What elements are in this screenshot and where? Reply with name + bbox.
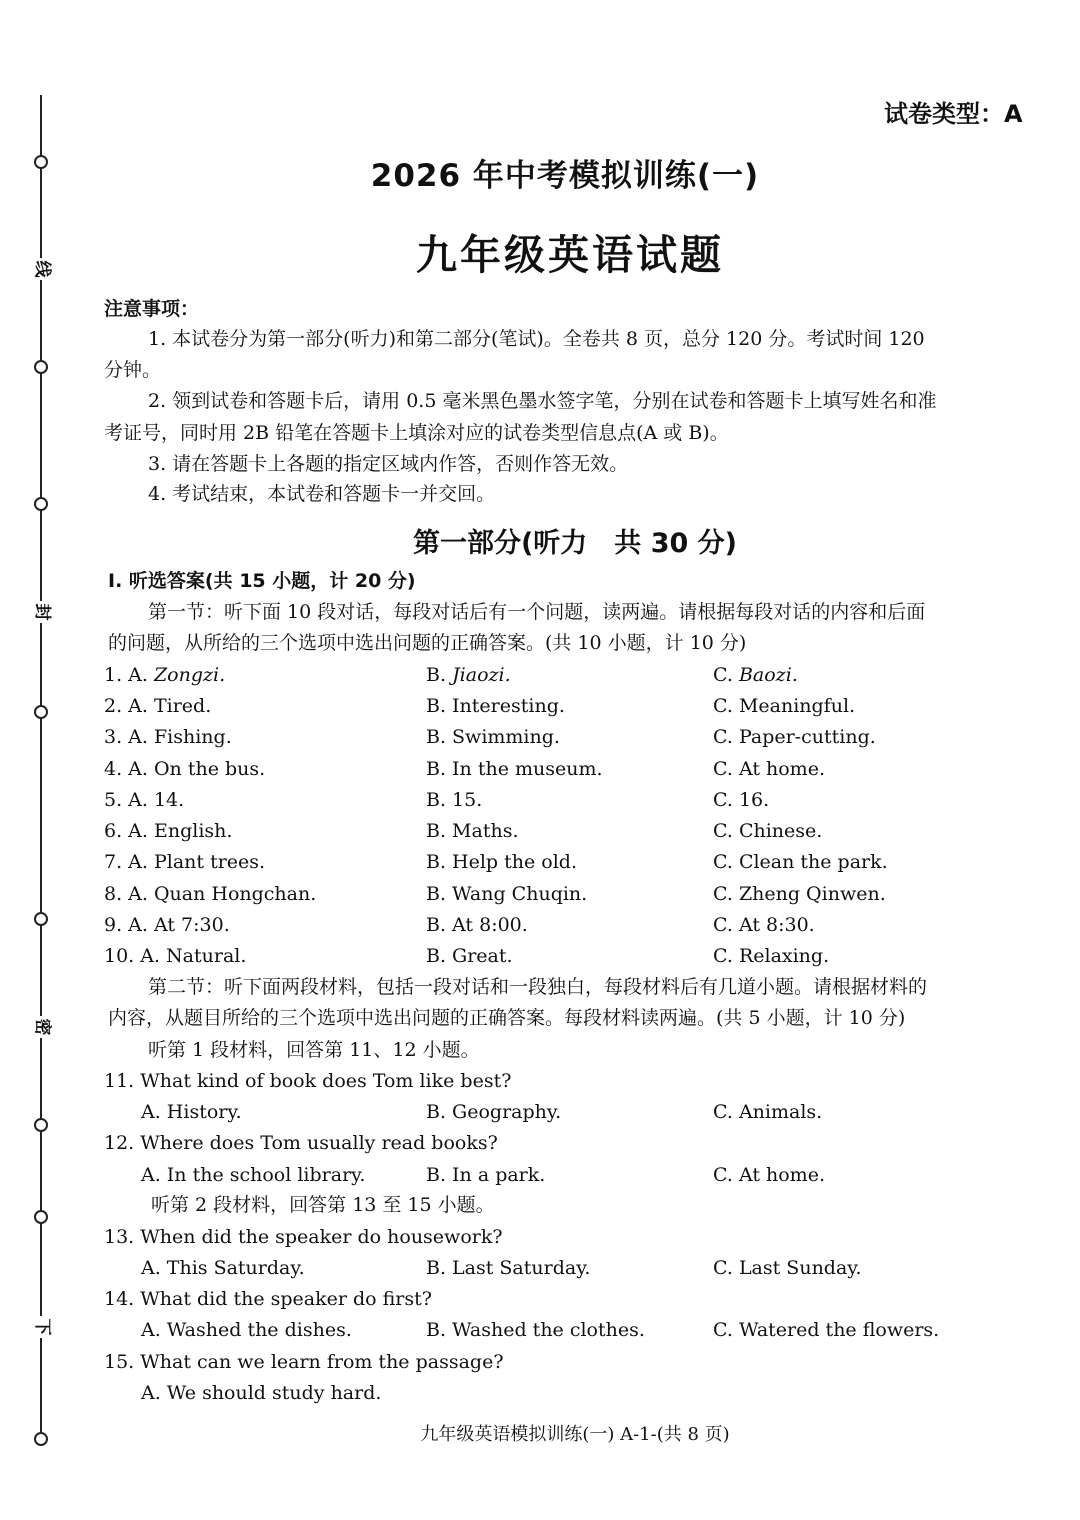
q6-option-a: 6. A. English. bbox=[104, 820, 233, 842]
binding-ring bbox=[34, 497, 48, 511]
binding-label-xia: 下 bbox=[31, 1316, 53, 1338]
q10-option-c: C. Relaxing. bbox=[713, 945, 830, 967]
q5-option-b: B. 15. bbox=[426, 789, 483, 811]
q11-stem: 11. What kind of book does Tom like best? bbox=[104, 1070, 512, 1092]
q14-option-c: C. Watered the flowers. bbox=[713, 1319, 940, 1341]
q6-option-b: B. Maths. bbox=[426, 820, 519, 842]
q13-option-c: C. Last Sunday. bbox=[713, 1257, 862, 1279]
q14-stem: 14. What did the speaker do first? bbox=[104, 1288, 432, 1310]
q1-option-c-label: C. bbox=[713, 664, 733, 686]
q3-option-b: B. Swimming. bbox=[426, 726, 560, 748]
q1-option-b-text: Jiaozi. bbox=[452, 664, 511, 686]
q1-option-a-text: Zongzi. bbox=[153, 664, 226, 686]
q1-option-c-text: Baozi. bbox=[738, 664, 798, 686]
section1-intro-line2: 的问题，从所给的三个选项中选出问题的正确答案。(共 10 小题，计 10 分) bbox=[108, 632, 747, 654]
section1-intro-line1: 第一节：听下面 10 段对话，每段对话后有一个问题，读两遍。请根据每段对话的内容和后面 bbox=[148, 601, 926, 623]
q2-option-b: B. Interesting. bbox=[426, 695, 565, 717]
q7-option-b: B. Help the old. bbox=[426, 851, 578, 873]
q1-option-b-label: B. bbox=[426, 664, 447, 686]
notice-item-2-line2: 考证号，同时用 2B 铅笔在答题卡上填涂对应的试卷类型信息点(A 或 B)。 bbox=[104, 422, 729, 444]
binding-label-mi: 密 bbox=[31, 1016, 53, 1038]
q3-option-c: C. Paper-cutting. bbox=[713, 726, 876, 748]
section2-intro-line1: 第二节：听下面两段材料，包括一段对话和一段独白，每段材料后有几道小题。请根据材料的 bbox=[148, 976, 928, 998]
q1-option-a-label: 1. A. bbox=[104, 664, 148, 686]
binding-ring bbox=[34, 912, 48, 926]
exam-subtitle: 九年级英语试题 bbox=[416, 231, 724, 279]
section2-intro-line2: 内容，从题目所给的三个选项中选出问题的正确答案。每段材料读两遍。(共 5 小题，计 10 分) bbox=[108, 1007, 906, 1029]
binding-ring bbox=[34, 1210, 48, 1224]
binding-ring bbox=[34, 1118, 48, 1132]
q12-option-a: A. In the school library. bbox=[141, 1164, 366, 1186]
q11-option-c: C. Animals. bbox=[713, 1101, 823, 1123]
section-heading: I. 听选答案(共 15 小题，计 20 分) bbox=[108, 570, 416, 592]
binding-label-feng: 封 bbox=[31, 601, 53, 623]
q11-option-b: B. Geography. bbox=[426, 1101, 562, 1123]
q7-option-c: C. Clean the park. bbox=[713, 851, 888, 873]
q1-option-c bbox=[713, 662, 798, 688]
q5-option-c: C. 16. bbox=[713, 789, 770, 811]
binding-ring bbox=[34, 360, 48, 374]
q10-option-a: 10. A. Natural. bbox=[104, 945, 247, 967]
q11-option-a: A. History. bbox=[141, 1101, 242, 1123]
notice-item-3: 3. 请在答题卡上各题的指定区域内作答，否则作答无效。 bbox=[148, 453, 629, 475]
q12-stem: 12. Where does Tom usually read books? bbox=[104, 1132, 498, 1154]
notice-heading: 注意事项： bbox=[104, 298, 200, 320]
binding-label-xian: 线 bbox=[31, 258, 53, 280]
q12-option-c: C. At home. bbox=[713, 1164, 825, 1186]
binding-ring bbox=[34, 705, 48, 719]
q13-option-b: B. Last Saturday. bbox=[426, 1257, 591, 1279]
q9-option-c: C. At 8:30. bbox=[713, 914, 815, 936]
material-1-instruction: 听第 1 段材料，回答第 11、12 小题。 bbox=[148, 1039, 480, 1061]
q2-option-a: 2. A. Tired. bbox=[104, 695, 212, 717]
q12-option-b: B. In a park. bbox=[426, 1164, 546, 1186]
q1-option-b bbox=[426, 662, 511, 688]
q15-option-a: A. We should study hard. bbox=[141, 1382, 382, 1404]
q5-option-a: 5. A. 14. bbox=[104, 789, 185, 811]
q13-stem: 13. When did the speaker do housework? bbox=[104, 1226, 503, 1248]
notice-item-1-line2: 分钟。 bbox=[104, 359, 162, 381]
q1-option-a bbox=[104, 662, 225, 688]
q9-option-b: B. At 8:00. bbox=[426, 914, 528, 936]
q4-option-b: B. In the museum. bbox=[426, 758, 603, 780]
q13-option-a: A. This Saturday. bbox=[141, 1257, 305, 1279]
q8-option-b: B. Wang Chuqin. bbox=[426, 883, 588, 905]
q4-option-c: C. At home. bbox=[713, 758, 825, 780]
q15-stem: 15. What can we learn from the passage? bbox=[104, 1351, 504, 1373]
q6-option-c: C. Chinese. bbox=[713, 820, 823, 842]
exam-title: 2026 年中考模拟训练(一) bbox=[370, 158, 760, 194]
q14-option-a: A. Washed the dishes. bbox=[141, 1319, 352, 1341]
page-footer: 九年级英语模拟训练(一) A-1-(共 8 页) bbox=[420, 1424, 730, 1445]
q9-option-a: 9. A. At 7:30. bbox=[104, 914, 230, 936]
q7-option-a: 7. A. Plant trees. bbox=[104, 851, 266, 873]
q14-option-b: B. Washed the clothes. bbox=[426, 1319, 645, 1341]
q10-option-b: B. Great. bbox=[426, 945, 513, 967]
q2-option-c: C. Meaningful. bbox=[713, 695, 856, 717]
notice-item-1-line1: 1. 本试卷分为第一部分(听力)和第二部分(笔试)。全卷共 8 页，总分 120 分。考试时间 120 bbox=[148, 328, 925, 350]
q8-option-a: 8. A. Quan Hongchan. bbox=[104, 883, 317, 905]
notice-item-4: 4. 考试结束，本试卷和答题卡一并交回。 bbox=[148, 483, 496, 505]
part-one-title: 第一部分(听力 共 30 分) bbox=[412, 528, 738, 559]
q8-option-c: C. Zheng Qinwen. bbox=[713, 883, 886, 905]
material-2-instruction: 听第 2 段材料，回答第 13 至 15 小题。 bbox=[151, 1194, 495, 1216]
notice-item-2-line1: 2. 领到试卷和答题卡后，请用 0.5 毫米黑色墨水签字笔，分别在试卷和答题卡上填写姓名和准 bbox=[148, 390, 937, 412]
q4-option-a: 4. A. On the bus. bbox=[104, 758, 266, 780]
binding-line bbox=[40, 95, 42, 1440]
q3-option-a: 3. A. Fishing. bbox=[104, 726, 232, 748]
paper-type-label: 试卷类型：A bbox=[884, 100, 1023, 128]
